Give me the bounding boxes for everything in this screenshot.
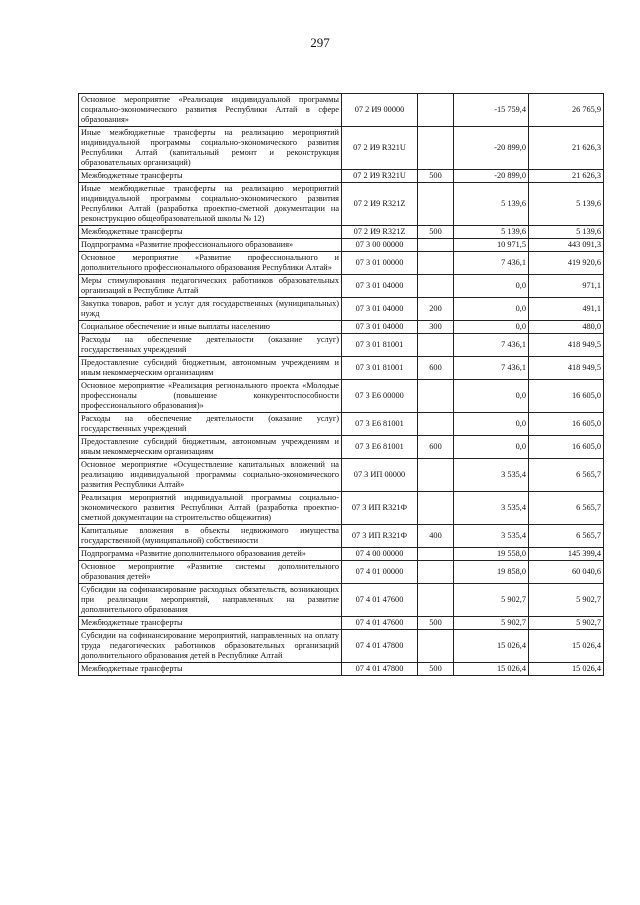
table-row bbox=[79, 617, 604, 630]
row-amount-total: 6 565,7 bbox=[529, 459, 604, 492]
row-amount-total: 21 626,3 bbox=[529, 127, 604, 170]
table-row bbox=[79, 226, 604, 239]
row-amount-total: 16 605,0 bbox=[529, 380, 604, 413]
row-amount-total: 971,1 bbox=[529, 275, 604, 298]
row-code: 07 3 01 04000 bbox=[342, 298, 418, 321]
row-name: Реализация мероприятий индивидуальной программы социально-экономического развития Республики Алтай (разработка проектно-сметной документации на строительство общежития) bbox=[79, 492, 342, 525]
table-row bbox=[79, 380, 604, 413]
row-amount-change: 15 026,4 bbox=[454, 630, 529, 663]
row-name: Субсидии на софинансирование мероприятий, направленных на оплату труда педагогических работников образовательных организаций дополнительного образования детей в Республике Алтай bbox=[79, 630, 342, 663]
row-code: 07 4 01 47800 bbox=[342, 663, 418, 676]
row-expense-type bbox=[418, 380, 454, 413]
row-expense-type bbox=[418, 584, 454, 617]
row-expense-type: 200 bbox=[418, 298, 454, 321]
row-name: Социальное обеспечение и иные выплаты населению bbox=[79, 321, 342, 334]
row-amount-total: 491,1 bbox=[529, 298, 604, 321]
row-amount-total: 5 139,6 bbox=[529, 226, 604, 239]
row-name: Меры стимулирования педагогических работников образовательных организаций в Республике Алтай bbox=[79, 275, 342, 298]
table-row bbox=[79, 275, 604, 298]
row-name: Межбюджетные трансферты bbox=[79, 170, 342, 183]
row-name: Основное мероприятие «Реализация индивидуальной программы социально-экономического развития Республики Алтай в сфере образования» bbox=[79, 94, 342, 127]
row-name: Основное мероприятие «Развитие системы дополнительного образования детей» bbox=[79, 561, 342, 584]
row-name: Межбюджетные трансферты bbox=[79, 617, 342, 630]
row-amount-change: -20 899,0 bbox=[454, 170, 529, 183]
row-name: Предоставление субсидий бюджетным, автономным учреждениям и иным некоммерческим организациям bbox=[79, 436, 342, 459]
row-amount-total: 443 091,3 bbox=[529, 239, 604, 252]
row-amount-total: 6 565,7 bbox=[529, 492, 604, 525]
row-amount-change: 7 436,1 bbox=[454, 334, 529, 357]
row-expense-type bbox=[418, 548, 454, 561]
table-row bbox=[79, 239, 604, 252]
row-expense-type bbox=[418, 413, 454, 436]
row-code: 07 3 Е6 00000 bbox=[342, 380, 418, 413]
row-amount-total: 15 026,4 bbox=[529, 630, 604, 663]
row-expense-type bbox=[418, 492, 454, 525]
table-row bbox=[79, 321, 604, 334]
row-name: Подпрограмма «Развитие профессионального образования» bbox=[79, 239, 342, 252]
row-amount-total: 418 949,5 bbox=[529, 334, 604, 357]
row-name: Капитальные вложения в объекты недвижимого имущества государственной (муниципальной) собственности bbox=[79, 525, 342, 548]
row-expense-type bbox=[418, 334, 454, 357]
budget-table-body bbox=[79, 94, 604, 676]
table-row bbox=[79, 459, 604, 492]
table-row bbox=[79, 436, 604, 459]
row-amount-change: 0,0 bbox=[454, 298, 529, 321]
row-expense-type: 500 bbox=[418, 617, 454, 630]
row-code: 07 3 ИП R321Ф bbox=[342, 492, 418, 525]
row-amount-change: -20 899,0 bbox=[454, 127, 529, 170]
row-expense-type bbox=[418, 459, 454, 492]
row-code: 07 4 01 47800 bbox=[342, 630, 418, 663]
row-expense-type bbox=[418, 183, 454, 226]
row-expense-type: 500 bbox=[418, 226, 454, 239]
row-expense-type bbox=[418, 630, 454, 663]
row-amount-change: 0,0 bbox=[454, 436, 529, 459]
row-expense-type: 500 bbox=[418, 663, 454, 676]
row-amount-change: -15 759,4 bbox=[454, 94, 529, 127]
row-expense-type: 500 bbox=[418, 170, 454, 183]
table-row bbox=[79, 561, 604, 584]
row-code: 07 3 01 81001 bbox=[342, 357, 418, 380]
row-code: 07 2 И9 R321U bbox=[342, 127, 418, 170]
row-amount-total: 5 902,7 bbox=[529, 617, 604, 630]
row-amount-total: 16 605,0 bbox=[529, 436, 604, 459]
row-code: 07 4 01 47600 bbox=[342, 617, 418, 630]
row-code: 07 4 01 00000 bbox=[342, 561, 418, 584]
row-amount-total: 26 765,9 bbox=[529, 94, 604, 127]
row-name: Предоставление субсидий бюджетным, автономным учреждениям и иным некоммерческим организациям bbox=[79, 357, 342, 380]
table-row bbox=[79, 413, 604, 436]
row-amount-total: 418 949,5 bbox=[529, 357, 604, 380]
row-amount-total: 145 399,4 bbox=[529, 548, 604, 561]
row-amount-change: 3 535,4 bbox=[454, 492, 529, 525]
row-code: 07 2 И9 R321U bbox=[342, 170, 418, 183]
row-amount-total: 60 040,6 bbox=[529, 561, 604, 584]
row-name: Основное мероприятие «Осуществление капитальных вложений на реализацию индивидуальной программы социально-экономического развития Республики Алтай» bbox=[79, 459, 342, 492]
row-expense-type: 300 bbox=[418, 321, 454, 334]
row-expense-type bbox=[418, 239, 454, 252]
table-row bbox=[79, 492, 604, 525]
row-name: Расходы на обеспечение деятельности (оказание услуг) государственных учреждений bbox=[79, 413, 342, 436]
row-amount-change: 5 139,6 bbox=[454, 183, 529, 226]
row-name: Основное мероприятие «Развитие профессионального и дополнительного профессионального образования Республики Алтай» bbox=[79, 252, 342, 275]
row-amount-change: 19 558,0 bbox=[454, 548, 529, 561]
row-amount-total: 16 605,0 bbox=[529, 413, 604, 436]
row-expense-type bbox=[418, 252, 454, 275]
row-name: Межбюджетные трансферты bbox=[79, 226, 342, 239]
row-code: 07 3 ИП 00000 bbox=[342, 459, 418, 492]
row-code: 07 2 И9 R321Z bbox=[342, 183, 418, 226]
row-expense-type: 600 bbox=[418, 357, 454, 380]
row-code: 07 2 И9 R321Z bbox=[342, 226, 418, 239]
table-row bbox=[79, 525, 604, 548]
table-row bbox=[79, 334, 604, 357]
table-row bbox=[79, 298, 604, 321]
table-row bbox=[79, 548, 604, 561]
row-code: 07 3 01 04000 bbox=[342, 321, 418, 334]
row-name: Закупка товаров, работ и услуг для государственных (муниципальных) нужд bbox=[79, 298, 342, 321]
table-row bbox=[79, 663, 604, 676]
row-code: 07 3 01 04000 bbox=[342, 275, 418, 298]
row-name: Расходы на обеспечение деятельности (оказание услуг) государственных учреждений bbox=[79, 334, 342, 357]
row-amount-change: 10 971,5 bbox=[454, 239, 529, 252]
row-amount-change: 5 902,7 bbox=[454, 584, 529, 617]
row-code: 07 3 01 00000 bbox=[342, 252, 418, 275]
page-number: 297 bbox=[310, 35, 330, 50]
row-expense-type bbox=[418, 94, 454, 127]
row-expense-type: 600 bbox=[418, 436, 454, 459]
row-amount-change: 5 139,6 bbox=[454, 226, 529, 239]
row-amount-change: 5 902,7 bbox=[454, 617, 529, 630]
row-amount-total: 480,0 bbox=[529, 321, 604, 334]
budget-table bbox=[78, 93, 604, 676]
table-row bbox=[79, 357, 604, 380]
row-expense-type bbox=[418, 275, 454, 298]
table-row bbox=[79, 183, 604, 226]
row-code: 07 4 01 47600 bbox=[342, 584, 418, 617]
row-name: Иные межбюджетные трансферты на реализацию мероприятий индивидуальной программы социально-экономического развития Республики Алтай (разработка проектно-сметной документации на реконструкцию общеобразовательной школы № 12) bbox=[79, 183, 342, 226]
row-code: 07 3 01 81001 bbox=[342, 334, 418, 357]
row-amount-total: 21 626,3 bbox=[529, 170, 604, 183]
table-row bbox=[79, 252, 604, 275]
row-expense-type: 400 bbox=[418, 525, 454, 548]
row-code: 07 3 00 00000 bbox=[342, 239, 418, 252]
row-amount-change: 3 535,4 bbox=[454, 459, 529, 492]
table-row bbox=[79, 94, 604, 127]
row-expense-type bbox=[418, 127, 454, 170]
table-row bbox=[79, 584, 604, 617]
table-row bbox=[79, 170, 604, 183]
row-amount-change: 0,0 bbox=[454, 275, 529, 298]
row-code: 07 3 Е6 81001 bbox=[342, 436, 418, 459]
row-amount-change: 3 535,4 bbox=[454, 525, 529, 548]
row-name: Подпрограмма «Развитие дополнительного образования детей» bbox=[79, 548, 342, 561]
row-code: 07 2 И9 00000 bbox=[342, 94, 418, 127]
table-row bbox=[79, 630, 604, 663]
row-amount-total: 6 565,7 bbox=[529, 525, 604, 548]
row-expense-type bbox=[418, 561, 454, 584]
row-name: Субсидии на софинансирование расходных обязательств, возникающих при реализации мероприятий, направленных на развитие дополнительного образования bbox=[79, 584, 342, 617]
row-amount-change: 0,0 bbox=[454, 380, 529, 413]
row-code: 07 3 Е6 81001 bbox=[342, 413, 418, 436]
row-amount-change: 7 436,1 bbox=[454, 357, 529, 380]
row-amount-change: 7 436,1 bbox=[454, 252, 529, 275]
row-amount-change: 0,0 bbox=[454, 413, 529, 436]
table-row bbox=[79, 127, 604, 170]
row-amount-change: 15 026,4 bbox=[454, 663, 529, 676]
row-amount-total: 5 902,7 bbox=[529, 584, 604, 617]
row-code: 07 3 ИП R321Ф bbox=[342, 525, 418, 548]
row-name: Иные межбюджетные трансферты на реализацию мероприятий индивидуальной программы социально-экономического развития Республики Алтай (капитальный ремонт и реконструкция образовательных организаций) bbox=[79, 127, 342, 170]
row-name: Межбюджетные трансферты bbox=[79, 663, 342, 676]
row-amount-total: 419 920,6 bbox=[529, 252, 604, 275]
row-amount-total: 5 139,6 bbox=[529, 183, 604, 226]
row-code: 07 4 00 00000 bbox=[342, 548, 418, 561]
row-amount-change: 19 858,0 bbox=[454, 561, 529, 584]
row-amount-total: 15 026,4 bbox=[529, 663, 604, 676]
row-name: Основное мероприятие «Реализация регионального проекта «Молодые профессионалы (повышение конкурентоспособности профессионального образования)» bbox=[79, 380, 342, 413]
row-amount-change: 0,0 bbox=[454, 321, 529, 334]
